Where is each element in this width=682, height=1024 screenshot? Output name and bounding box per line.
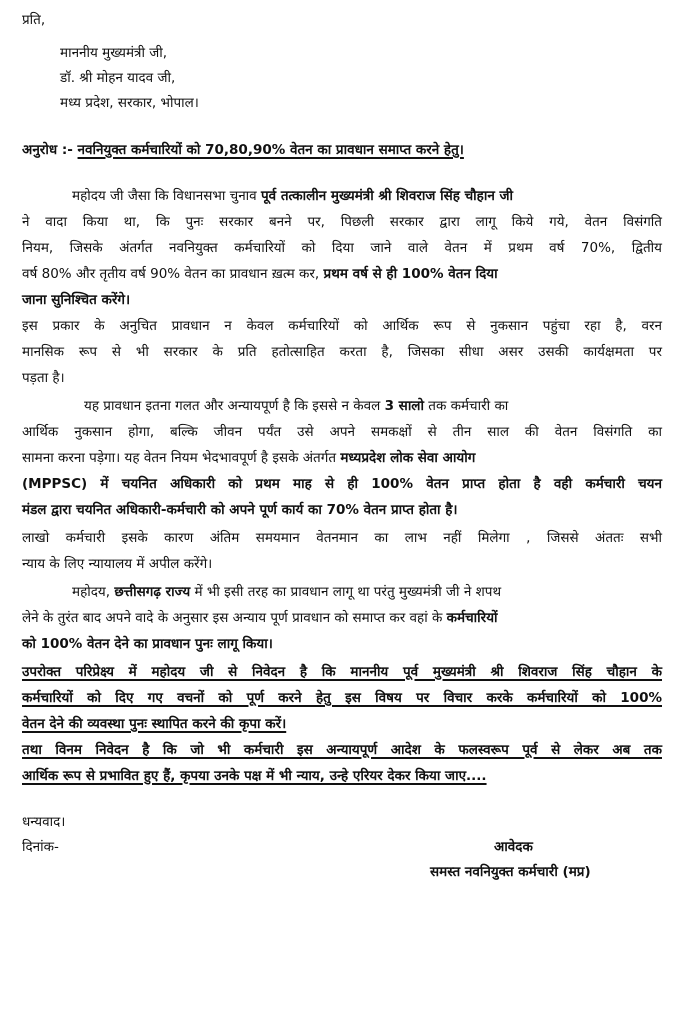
para3-line2: आर्थिक नुकसान होगा, बल्कि जीवन पर्यंत उसे अपने समकक्षों से तीन साल की वेतन विसंगति का	[22, 424, 662, 440]
applicant-label: आवेदक	[494, 839, 533, 855]
para2-line2: मानसिक रूप से भी सरकार के प्रति हतोत्साहित करता है, जिसका सीधा असर उसकी कार्यक्षमता पर	[22, 344, 662, 360]
request-line1: उपरोक्त परिप्रेक्ष्य में महोदय जी से निवेदन है कि माननीय पूर्व मुख्यमंत्री श्री शिवराज सिंह चौहान के	[22, 664, 662, 680]
para1-line3: नियम, जिसके अंतर्गत नवनियुक्त कर्मचारियों को दिया जाने वाले वेतन में प्रथम वर्ष 70%, द्वितीय	[22, 240, 662, 256]
para3-text-a: यह प्रावधान इतना गलत और अन्यायपूर्ण है कि इससे न केवल	[84, 398, 381, 414]
para5-line2	[22, 608, 662, 628]
para5-text-a: महोदय,	[72, 584, 111, 600]
para3-line3	[22, 448, 662, 468]
para3-bold-years: 3 सालो	[384, 398, 424, 414]
signatory-name: समस्त नवनियुक्त कर्मचारी (मप्र)	[430, 864, 591, 880]
para5-bold-employees: कर्मचारियों	[446, 610, 498, 626]
salutation-to: प्रति,	[22, 12, 46, 28]
recipient-title: माननीय मुख्यमंत्री जी,	[60, 45, 168, 61]
subject-label: अनुरोध :-	[22, 142, 73, 158]
para1-text-a: महोदय जी जैसा कि विधानसभा चुनाव	[72, 188, 257, 204]
para2-line3: पड़ता है।	[22, 370, 65, 386]
para4-line1: लाखो कर्मचारी इसके कारण अंतिम समयमान वेतनमान का लाभ नहीं मिलेगा , जिससे अंततः सभी	[22, 530, 662, 546]
para3-text-c: सामना करना पड़ेगा। यह वेतन नियम भेदभावपूर्ण है इसके अंतर्गत	[22, 450, 337, 466]
para4-line2: न्याय के लिए न्यायालय में अपील करेंगे।	[22, 556, 213, 572]
date-label: दिनांक-	[22, 839, 59, 855]
para3-bold-mppsc: मध्यप्रदेश लोक सेवा आयोग	[340, 450, 476, 466]
para5-bold-state: छत्तीसगढ़ राज्य	[114, 584, 191, 600]
para5-text-b: में भी इसी तरह का प्रावधान लागू था परंतु मुख्यमंत्री जी ने शपथ	[194, 584, 502, 600]
para2-line1: इस प्रकार के अनुचित प्रावधान न केवल कर्मचारियों को आर्थिक रूप से नुकसान पहुंचा रहा है, वरन	[22, 318, 662, 334]
recipient-name: डॉ. श्री मोहन यादव जी,	[60, 70, 176, 86]
para1-bold-promise: प्रथम वर्ष से ही 100% वेतन दिया	[323, 266, 498, 282]
para1-line2: ने वादा किया था, कि पुनः सरकार बनने पर, पिछली सरकार द्वारा लागू किये गये, वेतन विसंगति	[22, 214, 662, 230]
request-line4: तथा विनम निवेदन है कि जो भी कर्मचारी इस अन्यायपूर्ण आदेश के फलस्वरूप पूर्व से लेकर अब तक	[22, 742, 662, 758]
para3-line1	[84, 396, 662, 416]
request-line3: वेतन देने की व्यवस्था पुनः स्थापित करने की कृपा करें।	[22, 716, 287, 732]
subject-line	[22, 140, 464, 160]
para3-text-b: तक कर्मचारी का	[428, 398, 509, 414]
request-line2: कर्मचारियों को दिए गए वचनों को पूर्ण करने हेतु इस विषय पर विचार करके कर्मचारियों को 100%	[22, 690, 662, 706]
thanks-text: धन्यवाद।	[22, 814, 66, 830]
para5-line3: को 100% वेतन देने का प्रावधान पुनः लागू किया।	[22, 636, 273, 652]
para1-text-b: वर्ष 80% और तृतीय वर्ष 90% वेतन का प्रावधान ख़त्म कर,	[22, 266, 320, 282]
para3-line5: मंडल द्वारा चयनित अधिकारी-कर्मचारी को अपने पूर्ण कार्य का 70% वेतन प्राप्त होता है।	[22, 502, 458, 518]
para1-line1	[72, 186, 662, 206]
para5-line1	[72, 582, 662, 602]
para1-line5: जाना सुनिश्चित करेंगे।	[22, 292, 131, 308]
subject-text: नवनियुक्त कर्मचारियों को 70,80,90% वेतन का प्रावधान समाप्त करने हेतु।	[77, 142, 464, 158]
recipient-address: मध्य प्रदेश, सरकार, भोपाल।	[60, 95, 199, 111]
para5-text-c: लेने के तुरंत बाद अपने वादे के अनुसार इस अन्याय पूर्ण प्रावधान को समाप्त कर वहां के	[22, 610, 443, 626]
para1-bold-name: पूर्व तत्कालीन मुख्यमंत्री श्री शिवराज सिंह चौहान जी	[260, 188, 514, 204]
para1-line4	[22, 264, 662, 284]
para3-line4: (MPPSC) में चयनित अधिकारी को प्रथम माह से ही 100% वेतन प्राप्त होता है वही कर्मचारी चयन	[22, 476, 662, 492]
request-line5: आर्थिक रूप से प्रभावित हुए हैं, कृपया उनके पक्ष में भी न्याय, उन्हे एरियर देकर किया जाए....	[22, 768, 487, 784]
